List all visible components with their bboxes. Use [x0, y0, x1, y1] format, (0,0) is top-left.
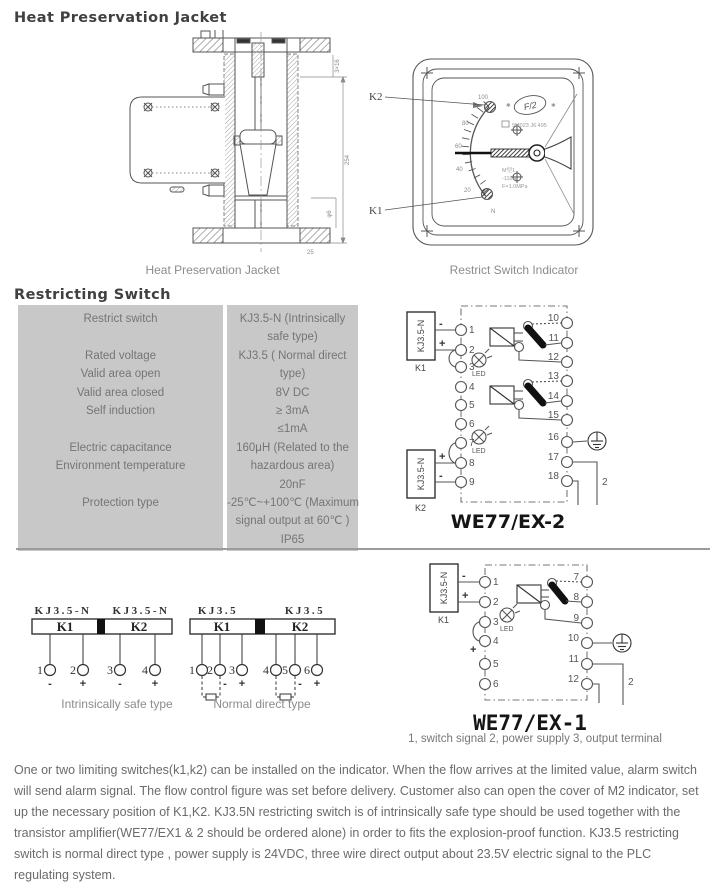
scale-label: 100	[478, 95, 489, 101]
k1-label: K1	[369, 205, 382, 217]
spec-value: signal output at 60℃ )	[227, 512, 358, 530]
k2-label: K2	[292, 619, 309, 634]
terminal-number: 3	[469, 362, 475, 373]
terminal-number: 5	[282, 663, 288, 677]
amplifier-box-label: KJ3.5-N	[439, 572, 449, 605]
terminal-number: 18	[548, 471, 560, 482]
k1-leader-line	[385, 197, 482, 210]
led-icon	[500, 604, 520, 622]
plus-sign: +	[439, 451, 445, 463]
direct-type-caption: Normal direct type	[213, 697, 311, 711]
terminal-number: 9	[573, 613, 579, 624]
polarity-sign: +	[314, 678, 320, 690]
terminal-number: 3	[493, 617, 499, 628]
relay	[517, 579, 581, 624]
scale-arc	[470, 107, 489, 196]
terminal-number: 11	[569, 654, 580, 665]
k1-label: K1	[57, 619, 74, 634]
spec-value: ≥ 3mA	[227, 402, 358, 420]
logo-text: F/2	[523, 100, 538, 112]
logo-star: ✱	[551, 102, 556, 109]
spec-value: 20nF	[227, 476, 358, 494]
spec-table-labels	[18, 305, 223, 551]
safe-type-caption: Intrinsically safe type	[61, 697, 173, 711]
terminal-number: 6	[304, 663, 310, 677]
terminal-number: 4	[263, 663, 269, 677]
spec-value: hazardous area)	[227, 457, 358, 475]
spec-label: Self induction	[18, 402, 223, 420]
terminal-number: 1	[469, 325, 475, 336]
model-label: KJ3.5-N	[113, 605, 170, 617]
ex1-terminal-legend: 1, switch signal 2, power supply 3, output terminal	[385, 733, 685, 745]
terminal-number: 2	[207, 663, 213, 677]
n-mark: N	[491, 209, 495, 215]
spec-label	[18, 420, 223, 438]
scale-label: 20	[464, 188, 471, 194]
spec-value: IP65	[227, 531, 358, 549]
terminal-number: 10	[568, 633, 580, 644]
terminal-number: 5	[493, 659, 499, 670]
spec-label: Environment temperature	[18, 457, 223, 475]
terminal-number: 14	[548, 391, 560, 402]
jacket-body	[130, 30, 347, 252]
k2-adjuster	[485, 102, 496, 113]
led-icon	[472, 426, 492, 444]
model-label: KJ3.5-N	[35, 605, 92, 617]
scale-label: 40	[456, 167, 463, 173]
terminal-number: 6	[469, 419, 475, 430]
terminal-number: 17	[548, 452, 560, 463]
logo-star: ✱	[506, 102, 511, 109]
dial-spec-line: F=1.0MPa	[502, 184, 528, 190]
terminal-number: 13	[548, 371, 560, 382]
ex1-title: WE77/EX-1	[473, 711, 587, 735]
terminal-number: 5	[469, 400, 475, 411]
k1-label: K1	[415, 363, 426, 373]
spec-value: type)	[227, 365, 358, 383]
amplifier-box-label: KJ3.5-N	[416, 458, 426, 491]
output-wire	[593, 684, 599, 703]
polarity-sign: -	[223, 678, 227, 690]
section-divider	[16, 548, 710, 550]
k2-label: K2	[415, 503, 426, 513]
output-wire	[573, 462, 597, 505]
terminal-number: 11	[549, 333, 560, 344]
terminal-number: 7	[573, 572, 579, 583]
figure2-caption: Restrict Switch Indicator	[414, 263, 614, 277]
needle	[455, 137, 571, 169]
terminal-number: 4	[469, 382, 475, 393]
terminal-number: 12	[568, 674, 580, 685]
dial-spec-line: -110A	[502, 176, 517, 182]
plus-sign: +	[439, 338, 445, 350]
wire-label: 2	[602, 477, 608, 488]
terminal-number: 4	[142, 663, 148, 677]
dim-label: φ6	[327, 210, 333, 218]
terminal-number: 2	[493, 597, 499, 608]
led-label: LED	[472, 448, 486, 455]
ground-icon	[573, 432, 606, 450]
scale-label: 60	[455, 144, 462, 150]
ground-icon	[593, 634, 631, 652]
terminal-number: 2	[469, 345, 475, 356]
terminal-number: 3	[229, 663, 235, 677]
spec-value: KJ3.5 ( Normal direct	[227, 347, 358, 365]
heat-preservation-jacket-drawing	[115, 30, 370, 265]
spec-label	[18, 512, 223, 530]
spec-label: Restrict switch	[18, 310, 223, 328]
spec-value: 160μH (Related to the	[227, 439, 358, 457]
minus-sign: -	[462, 570, 466, 582]
terminal-number: 10	[548, 313, 560, 324]
spec-table-values	[227, 305, 358, 551]
spec-value: 8V DC	[227, 384, 358, 402]
dim-label: 3×16	[335, 59, 341, 73]
k1-label: K1	[214, 619, 231, 634]
wire-label: 2	[628, 677, 634, 688]
led-icon	[472, 349, 492, 367]
dial-spec-line: M型1	[502, 166, 515, 174]
terminal-number: 1	[189, 663, 195, 677]
spec-label: Rated voltage	[18, 347, 223, 365]
spec-label: Protection type	[18, 494, 223, 512]
terminal-number: 15	[548, 410, 560, 421]
spec-value: ≤1mA	[227, 420, 358, 438]
terminal-number: 1	[37, 663, 43, 677]
output-wire	[573, 481, 578, 505]
description-paragraph: One or two limiting switches(k1,k2) can be installed on the indicator. When the flow arrives at the limited value, alarm switch will send alarm signal. The flow control figure was set before delivery. Customer also can open the cover of M2 indicator, set up the necessary position of K1,K2. KJ3.5N restricting switch is of intrinsically safe type should be used together with the transistor amplifier(WE77/EX1 & 2 should be ordered alone) in order to fits the explosion-proof function. KJ3.5 restricting switch is normal direct type , power supply is 24VDC, three wire direct output about 23.5V electric signal to the PLC regulating system.	[14, 760, 708, 886]
model-label: KJ3.5	[198, 605, 238, 617]
figure1-caption: Heat Preservation Jacket	[110, 263, 315, 277]
spec-value: -25℃~+100℃ (Maximum	[227, 494, 358, 512]
plus-sign: +	[462, 590, 468, 602]
page-title: Heat Preservation Jacket	[14, 10, 227, 26]
minus-sign: -	[439, 470, 443, 482]
scale-label: 80	[462, 121, 469, 127]
amplifier-box-label: KJ3.5-N	[416, 320, 426, 353]
terminal-number: 12	[548, 352, 560, 363]
polarity-sign: +	[152, 678, 158, 690]
terminal-number: 8	[469, 458, 475, 469]
spec-value: KJ3.5-N (Intrinsically	[227, 310, 358, 328]
dim-label: 254	[345, 154, 351, 165]
dim-label: 25	[307, 250, 314, 256]
k2-leader-line	[385, 97, 485, 105]
polarity-sign: +	[80, 678, 86, 690]
led-label: LED	[472, 371, 486, 378]
polarity-sign: -	[118, 678, 122, 690]
spec-label: Electric capacitance	[18, 439, 223, 457]
k1-adjuster	[482, 189, 493, 200]
spec-value: safe type)	[227, 328, 358, 346]
model-label: KJ3.5	[285, 605, 325, 617]
spec-label	[18, 476, 223, 494]
spec-label: Valid area open	[18, 365, 223, 383]
we77-ex2-diagram	[395, 300, 710, 535]
terminal-number: 8	[573, 592, 579, 603]
we77-ex1-diagram	[395, 555, 710, 755]
terminal-number: 6	[493, 679, 499, 690]
terminal-number: 16	[548, 432, 560, 443]
polarity-sign: +	[239, 678, 245, 690]
serial-text: 9M023 J6 495	[512, 123, 547, 129]
k1-label: K1	[438, 615, 449, 625]
plus-sign: +	[470, 644, 476, 656]
minus-sign: -	[439, 318, 443, 330]
terminal-number: 1	[493, 577, 499, 588]
k2-label: K2	[131, 619, 148, 634]
terminal-number: 3	[107, 663, 113, 677]
dimension-lines	[300, 55, 347, 243]
terminal-number: 2	[70, 663, 76, 677]
polarity-sign: -	[298, 678, 302, 690]
ex2-title: WE77/EX-2	[451, 511, 566, 533]
section-title: Restricting Switch	[14, 287, 171, 303]
spec-label: Valid area closed	[18, 384, 223, 402]
terminal-number: 7	[469, 438, 475, 449]
terminal-number: 4	[493, 636, 499, 647]
spec-label	[18, 328, 223, 346]
restrict-switch-indicator-drawing	[365, 50, 605, 255]
spec-label	[18, 531, 223, 549]
polarity-sign: -	[48, 678, 52, 690]
terminal-number: 9	[469, 477, 475, 488]
led-label: LED	[500, 626, 514, 633]
k2-label: K2	[369, 91, 382, 103]
terminal-diagrams	[20, 600, 370, 715]
